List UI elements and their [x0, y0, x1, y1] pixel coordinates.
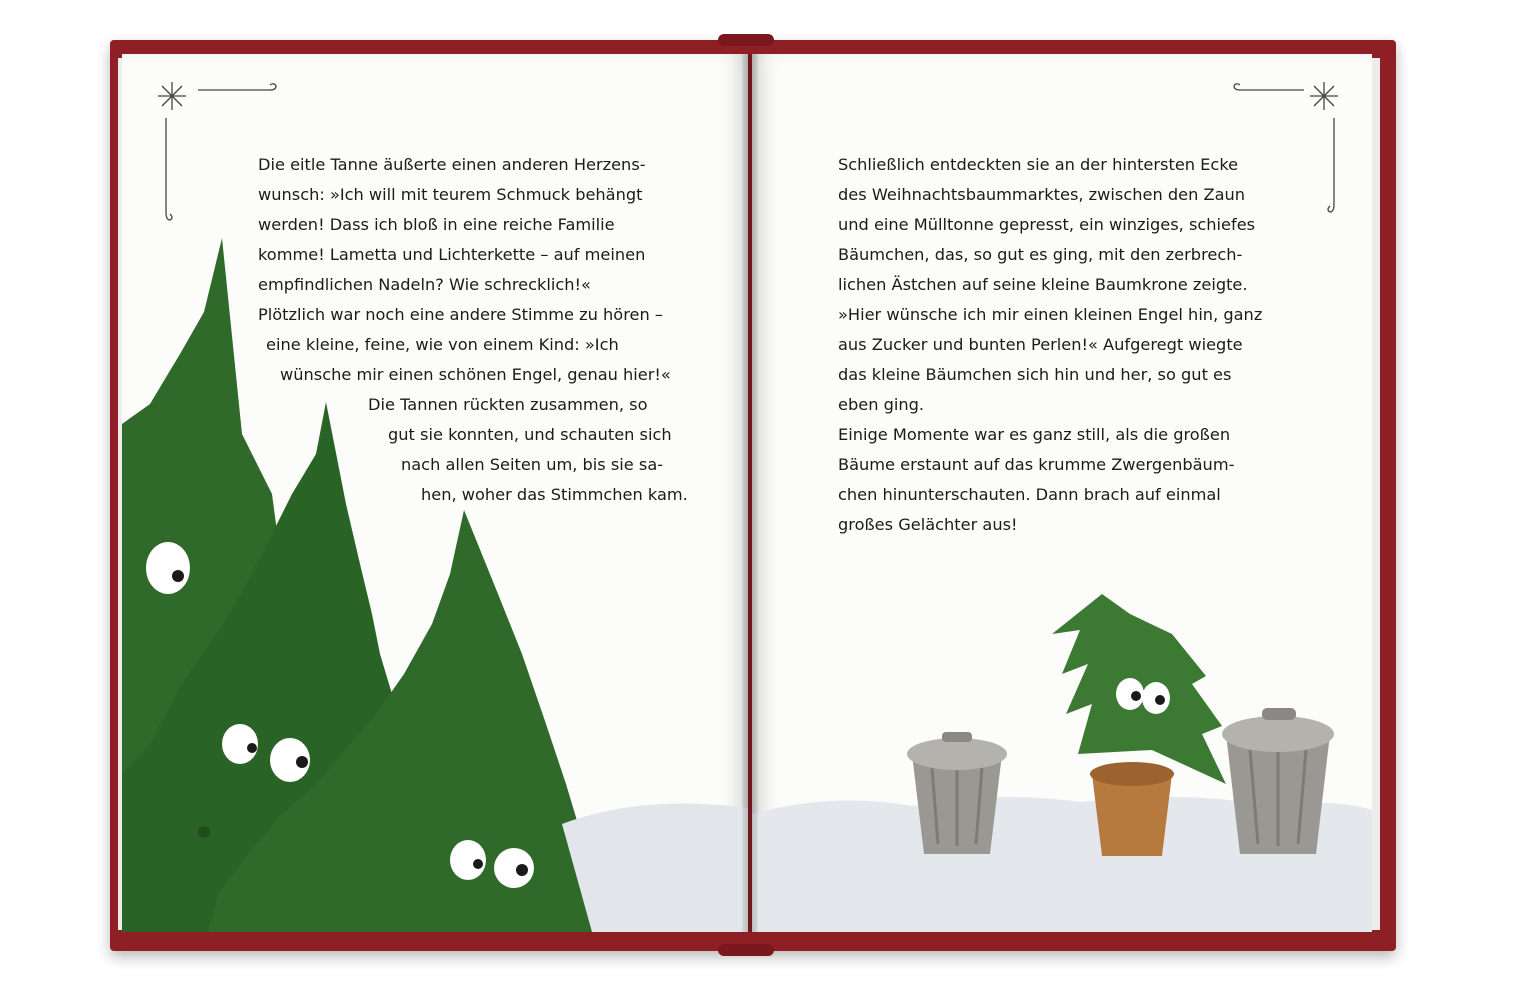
right-page-text — [838, 150, 1262, 540]
text-line: Die eitle Tanne äußerte einen anderen Herzens- — [258, 155, 646, 174]
left-snow — [562, 804, 748, 932]
text-line: Bäumchen, das, so gut es ging, mit den zerbrech- — [838, 245, 1243, 264]
trash-can-left — [907, 732, 1007, 854]
text-line: »Hier wünsche ich mir einen kleinen Engel hin, ganz — [838, 305, 1263, 324]
text-line: eben ging. — [838, 395, 925, 414]
text-line: Schließlich entdeckten sie an der hintersten Ecke — [838, 155, 1239, 174]
right-page — [752, 54, 1372, 932]
text-line: lichen Ästchen auf seine kleine Baumkrone zeigte. — [838, 275, 1248, 294]
text-line: Plötzlich war noch eine andere Stimme zu hören – — [258, 305, 663, 324]
text-line: aus Zucker und bunten Perlen!« Aufgeregt wiegte — [838, 335, 1243, 354]
text-line: empfindlichen Nadeln? Wie schrecklich!« — [258, 275, 591, 294]
spine-bottom — [718, 944, 774, 956]
text-line: werden! Dass ich bloß in eine reiche Familie — [258, 215, 615, 234]
text-line: eine kleine, feine, wie von einem Kind: »Ich — [266, 335, 619, 354]
text-line: das kleine Bäumchen sich hin und her, so gut es — [838, 365, 1232, 384]
text-line: chen hinunterschauten. Dann brach auf einmal — [838, 485, 1221, 504]
text-line: großes Gelächter aus! — [838, 515, 1018, 534]
left-page-text — [258, 150, 688, 510]
spine-top — [718, 34, 774, 46]
text-line: Einige Momente war es ganz still, als die großen — [838, 425, 1231, 444]
right-page-edge — [1372, 58, 1380, 930]
text-line: Bäume erstaunt auf das krumme Zwergenbäum- — [838, 455, 1235, 474]
book-gutter — [742, 54, 758, 932]
trash-can-right — [1222, 708, 1334, 854]
text-line: hen, woher das Stimmchen kam. — [421, 485, 688, 504]
text-line: Die Tannen rückten zusammen, so — [368, 395, 648, 414]
text-line: wünsche mir einen schönen Engel, genau hier!« — [280, 365, 671, 384]
text-line: komme! Lametta und Lichterkette – auf meinen — [258, 245, 646, 264]
text-line: und eine Mülltonne gepresst, ein winziges, schiefes — [838, 215, 1256, 234]
left-page — [122, 54, 748, 932]
text-line: gut sie konnten, und schauten sich — [388, 425, 672, 444]
text-line: wunsch: »Ich will mit teurem Schmuck behängt — [258, 185, 643, 204]
text-line: nach allen Seiten um, bis sie sa- — [401, 455, 664, 474]
text-line: des Weihnachtsbaummarktes, zwischen den Zaun — [838, 185, 1246, 204]
